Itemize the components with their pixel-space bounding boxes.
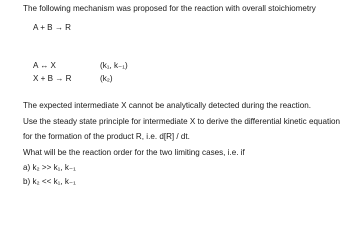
overall-reaction: A + B → R bbox=[33, 23, 72, 32]
rate-constants-step-2: (k₂) bbox=[100, 74, 113, 83]
paragraph-line-4: What will be the reaction order for the two limiting cases, i.e. if bbox=[23, 148, 245, 157]
limiting-case-b: b) k₂ << k₁, k₋₁ bbox=[23, 177, 76, 186]
paragraph-line-2: Use the steady state principle for intermediate X to derive the differential kinetic equation bbox=[23, 117, 341, 126]
paragraph-line-3: for the formation of the product R, i.e. d[R] / dt. bbox=[23, 132, 190, 141]
rate-constants-step-1: (k₁, k₋₁) bbox=[100, 61, 128, 70]
paragraph-line-1: The expected intermediate X cannot be analytically detected during the reaction. bbox=[23, 101, 311, 110]
mechanism-step-2: X + B → R bbox=[33, 74, 72, 83]
intro-text: The following mechanism was proposed for the reaction with overall stoichiometry bbox=[23, 4, 316, 13]
mechanism-step-1: A ↔ X bbox=[33, 61, 56, 70]
limiting-case-a: a) k₂ >> k₁, k₋₁ bbox=[23, 163, 76, 172]
